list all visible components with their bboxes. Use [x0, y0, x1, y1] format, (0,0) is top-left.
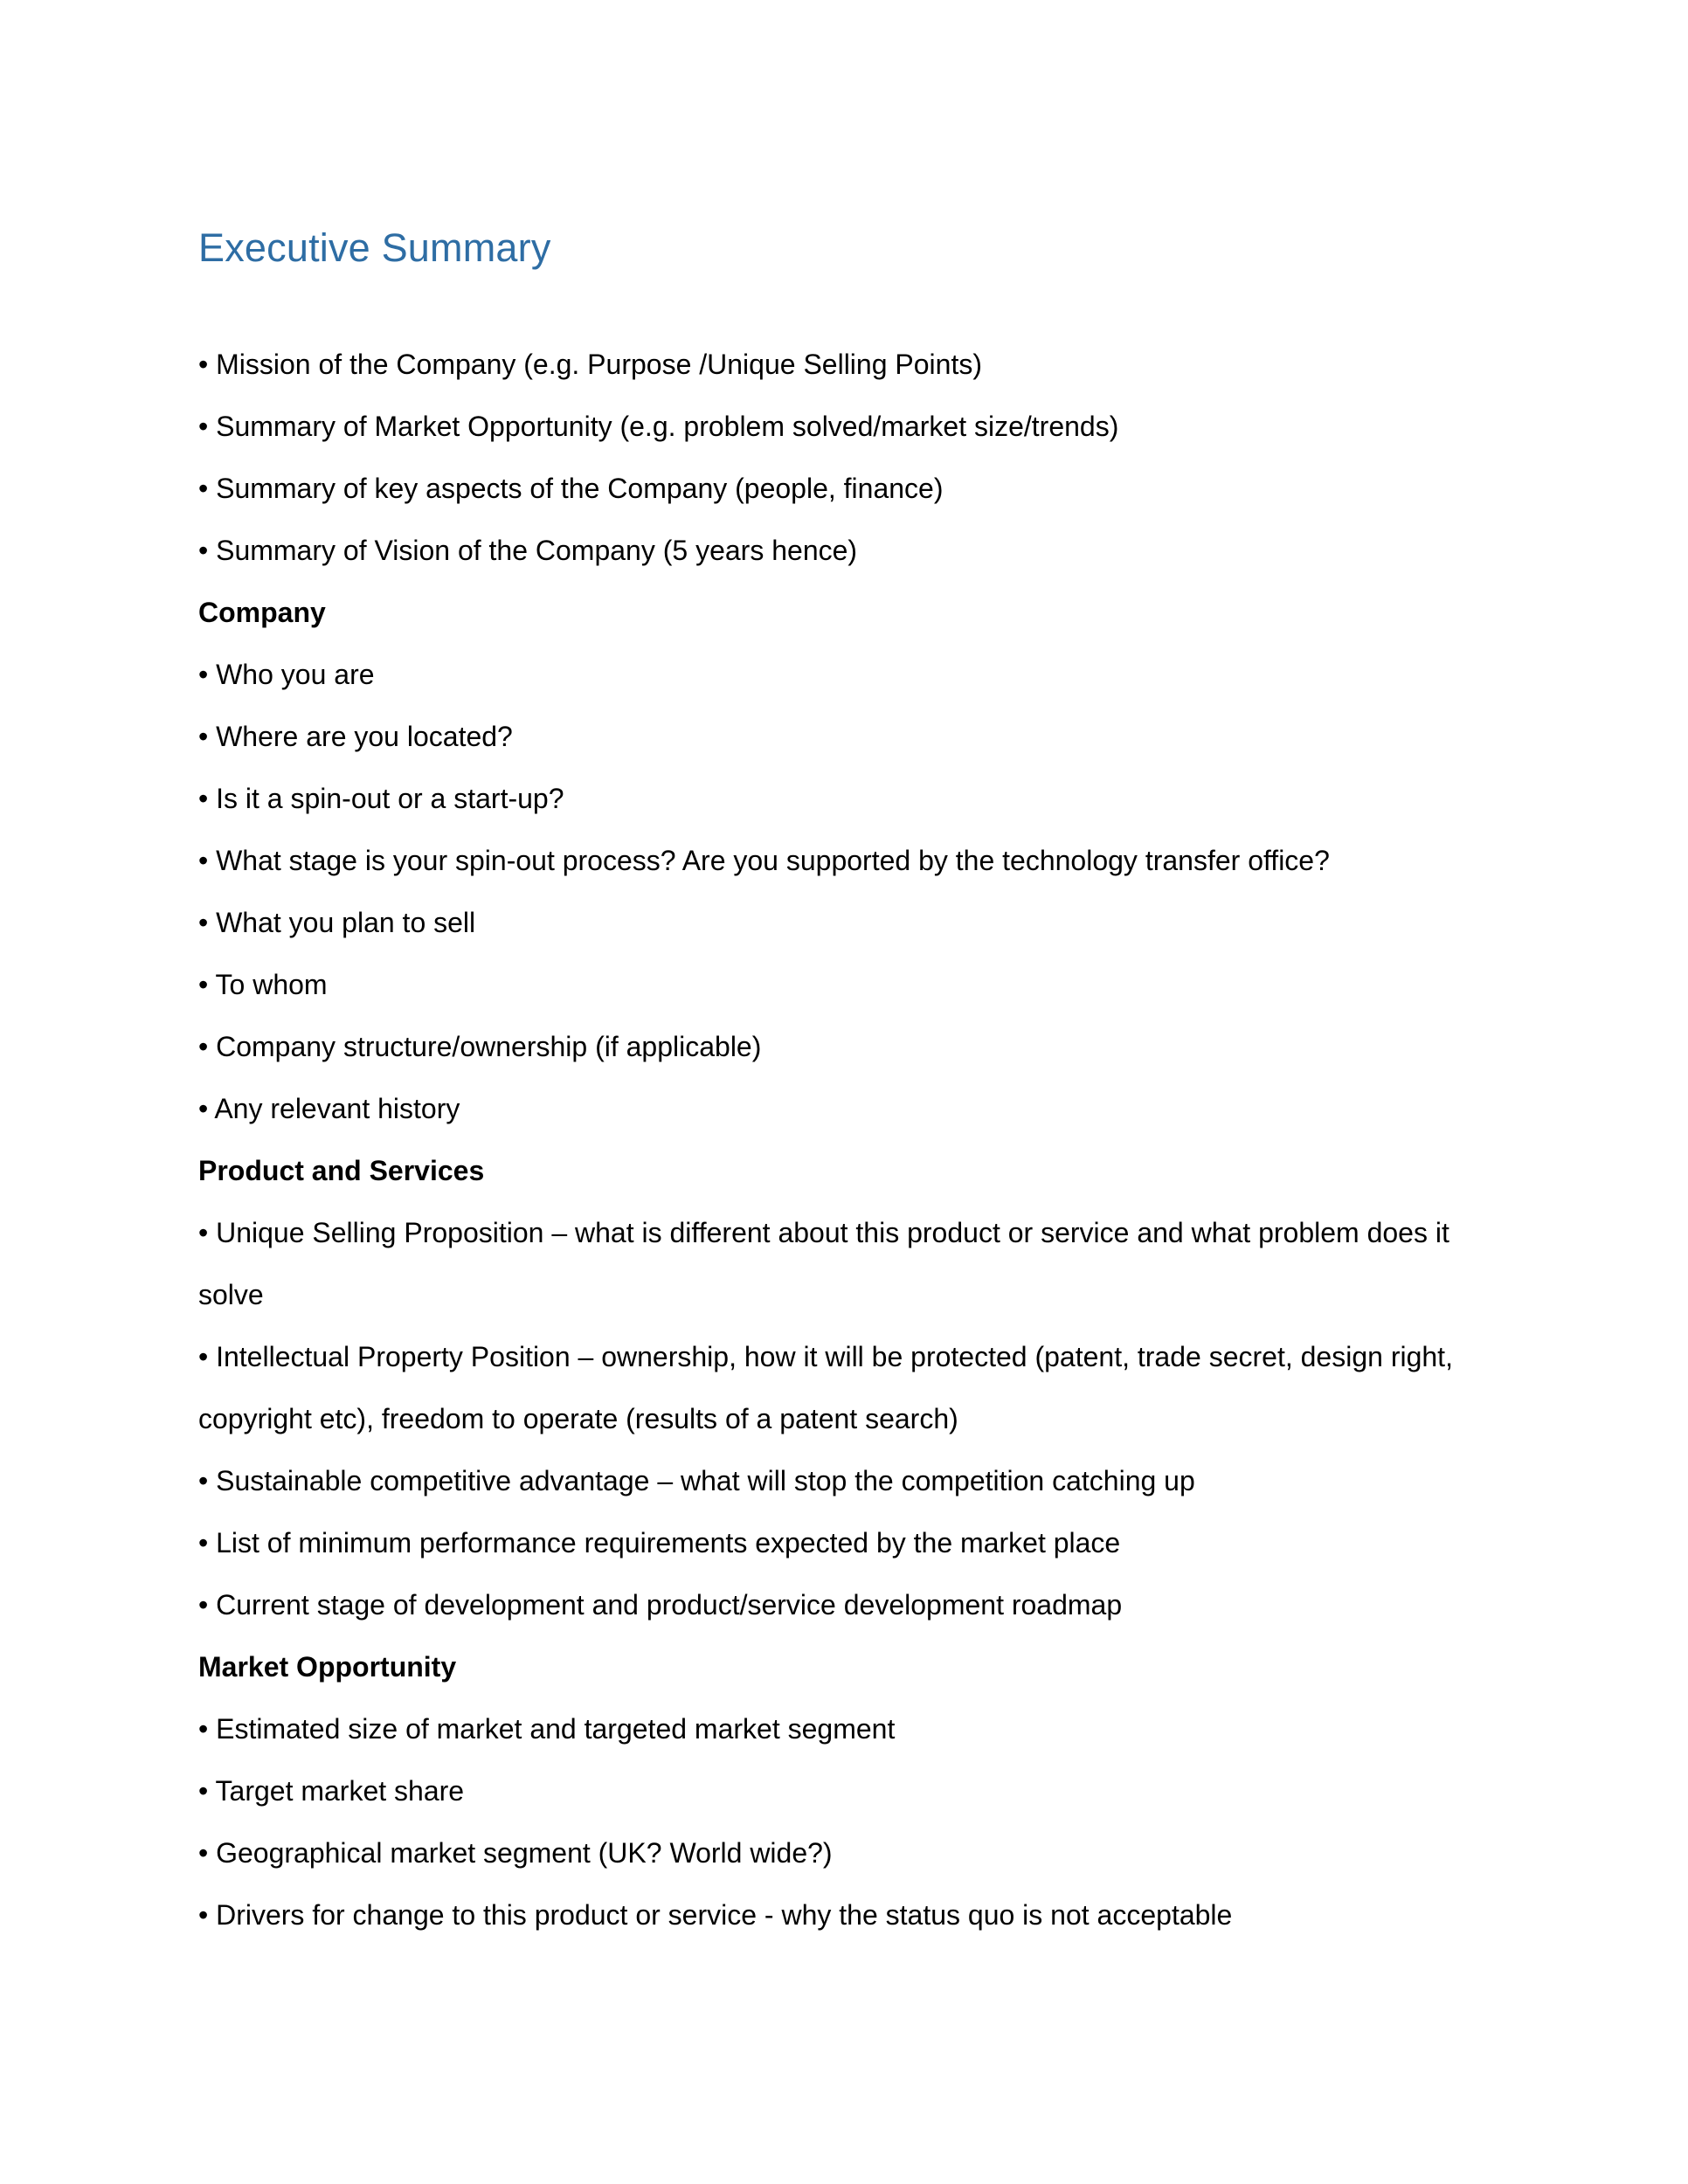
summary-item: • Summary of Vision of the Company (5 years hence): [198, 534, 858, 566]
document-content: [198, 225, 1509, 1946]
section-heading-market-opportunity: Market Opportunity: [198, 1650, 457, 1683]
section-heading-company: Company: [198, 596, 326, 628]
section-heading-product-and-services: Product and Services: [198, 1154, 485, 1186]
company-item: • Is it a spin-out or a start-up?: [198, 782, 564, 814]
market-item: • Drivers for change to this product or service - why the status quo is not acceptable: [198, 1898, 1233, 1931]
product-item-continuation: solve: [198, 1278, 264, 1310]
product-item: • Sustainable competitive advantage – what will stop the competition catching up: [198, 1464, 1195, 1496]
summary-item: • Summary of Market Opportunity (e.g. problem solved/market size/trends): [198, 410, 1119, 442]
product-item-continuation: copyright etc), freedom to operate (results of a patent search): [198, 1402, 958, 1434]
company-item: • What stage is your spin-out process? Are you supported by the technology transfer office?: [198, 844, 1330, 876]
company-item: • To whom: [198, 968, 328, 1000]
product-item: • Intellectual Property Position – ownership, how it will be protected (patent, trade secret, design right,: [198, 1340, 1453, 1372]
product-item: • List of minimum performance requirements expected by the market place: [198, 1526, 1121, 1559]
company-item: • Any relevant history: [198, 1092, 460, 1124]
product-item: • Current stage of development and product/service development roadmap: [198, 1588, 1123, 1621]
company-item: • What you plan to sell: [198, 906, 476, 938]
product-item: • Unique Selling Proposition – what is different about this product or service and what problem does it: [198, 1216, 1449, 1248]
summary-item: • Summary of key aspects of the Company (people, finance): [198, 472, 944, 504]
market-item: • Geographical market segment (UK? World wide?): [198, 1836, 833, 1869]
market-item: • Target market share: [198, 1774, 465, 1807]
company-item: • Where are you located?: [198, 720, 513, 752]
company-item: • Who you are: [198, 658, 375, 690]
page-title: Executive Summary: [198, 225, 551, 270]
company-item: • Company structure/ownership (if applicable): [198, 1030, 762, 1062]
summary-item: • Mission of the Company (e.g. Purpose /Unique Selling Points): [198, 348, 982, 380]
market-item: • Estimated size of market and targeted market segment: [198, 1712, 896, 1745]
